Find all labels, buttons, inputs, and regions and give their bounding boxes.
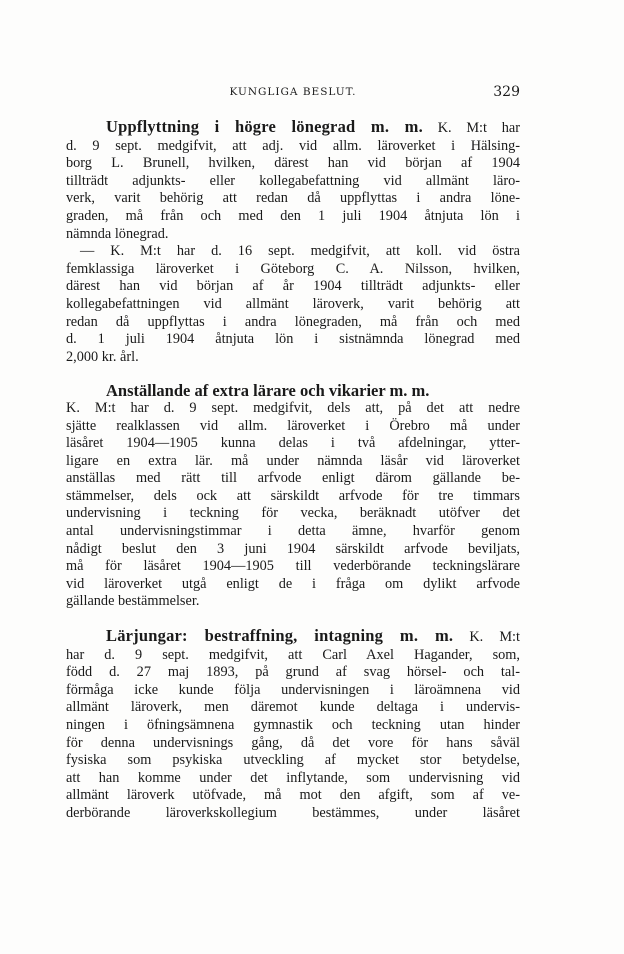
page-number: 329 (493, 84, 520, 100)
text-line: K. M:t har d. 9 sept. medgifvit, dels att, på det att nedre (66, 399, 520, 416)
section-first-line (66, 118, 520, 138)
text-line: d. 1 juli 1904 åtnjuta lön i sistnämnda lönegrad med (66, 331, 520, 348)
text-line: därest han vid början af år 1904 tillträdt adjunkts- eller (66, 278, 520, 295)
text-line: femklassiga läroverket i Göteborg C. A. Nilsson, hvilken, (66, 260, 520, 277)
text-line: att han komme under det inflytande, som undervisning vid (66, 769, 520, 786)
text-line: vid läroverket utgå enligt de i fråga om dylikt arfvode (66, 575, 520, 592)
text-line: ningen i öfningsämnena gymnastik och teckning utan hinder (66, 717, 520, 733)
section-larjungar (66, 627, 520, 823)
text-line: antal undervisningstimmar i detta ämne, hvarför genom (66, 523, 520, 540)
text-line: läsåret 1904—1905 kunna delas i två afdelningar, ytter- (66, 435, 520, 452)
text-line: har d. 9 sept. medgifvit, att Carl Axel Hagander, som, (66, 646, 520, 663)
text-line: född d. 27 maj 1893, på grund af svag hörsel- och tal- (66, 664, 520, 681)
text-line: 2,000 kr. årl. (66, 348, 139, 365)
text-line: graden, må från och med den 1 juli 1904 åtnjuta lön i (66, 207, 520, 224)
section-uppflyttning (66, 118, 520, 366)
text-line: stämmelser, dels ock att särskildt arfvode för tre timmars (66, 487, 520, 504)
text-line: kollegabefattningen vid allmänt läroverk, varit behörig att (66, 295, 520, 312)
text-line: anställas med rätt till arfvode enligt därom gällande be- (66, 470, 520, 487)
text-line: undervisning i teckning för vecka, beräknadt utöfver det (66, 505, 520, 522)
text-line: allmänt läroverk utöfvade, må mot den afgift, som af ve- (66, 787, 520, 804)
text-line: K. M:t (469, 629, 520, 646)
text-line: d. 9 sept. medgifvit, att adj. vid allm. läroverket i Hälsing- (66, 137, 520, 154)
text-line: nådigt beslut den 3 juni 1904 särskildt arfvode beviljats, (66, 540, 520, 557)
text-line: allmänt läroverk, men däremot kunde deltaga i undervis- (66, 699, 520, 716)
page (66, 84, 520, 823)
section-heading: Lärjungar: bestraffning, intagning m. m. (106, 626, 454, 646)
text-line: må för läsåret 1904—1905 till vederbörande teckningslärare (66, 558, 520, 575)
text-line: för denna undervisnings gång, då det vore för hans såväl (66, 734, 520, 751)
section-anstallande (66, 382, 520, 611)
text-line: derbörande läroverkskollegium bestämmes, under läsåret (66, 804, 520, 821)
section-heading: Anställande af extra lärare och vikarier m. m. (106, 381, 430, 401)
text-line: verk, varit behörig att redan då uppflyttas i andra löne- (66, 190, 520, 207)
text-line: tillträdt adjunkts- eller kollegabefattning vid allmänt läro- (66, 172, 520, 189)
running-title: KUNGLIGA BESLUT. (229, 86, 357, 98)
text-line: nämnda lönegrad. (66, 225, 169, 242)
section-heading: Uppflyttning i högre lönegrad m. m. (106, 117, 423, 136)
section-first-line (66, 627, 520, 647)
text-line: förmåga icke kunde följa undervisningen i läroämnena vid (66, 681, 520, 698)
text-line: K. M:t har (437, 120, 520, 136)
text-line: borg L. Brunell, hvilken, därest han vid början af 1904 (66, 155, 520, 172)
text-line: sjätte realklassen vid allm. läroverket i Örebro må under (66, 417, 520, 434)
text-line: gällande bestämmelser. (66, 593, 200, 610)
running-head (66, 84, 520, 104)
text-line: ligare en extra lär. må under nämnda läsår vid läroverket (66, 452, 520, 469)
text-line: — K. M:t har d. 16 sept. medgifvit, att koll. vid östra (80, 243, 520, 260)
text-line: redan då uppflyttas i andra lönegraden, må från och med (66, 313, 520, 330)
text-line: fysiska som psykiska utveckling af mycket stor betydelse, (66, 752, 520, 769)
